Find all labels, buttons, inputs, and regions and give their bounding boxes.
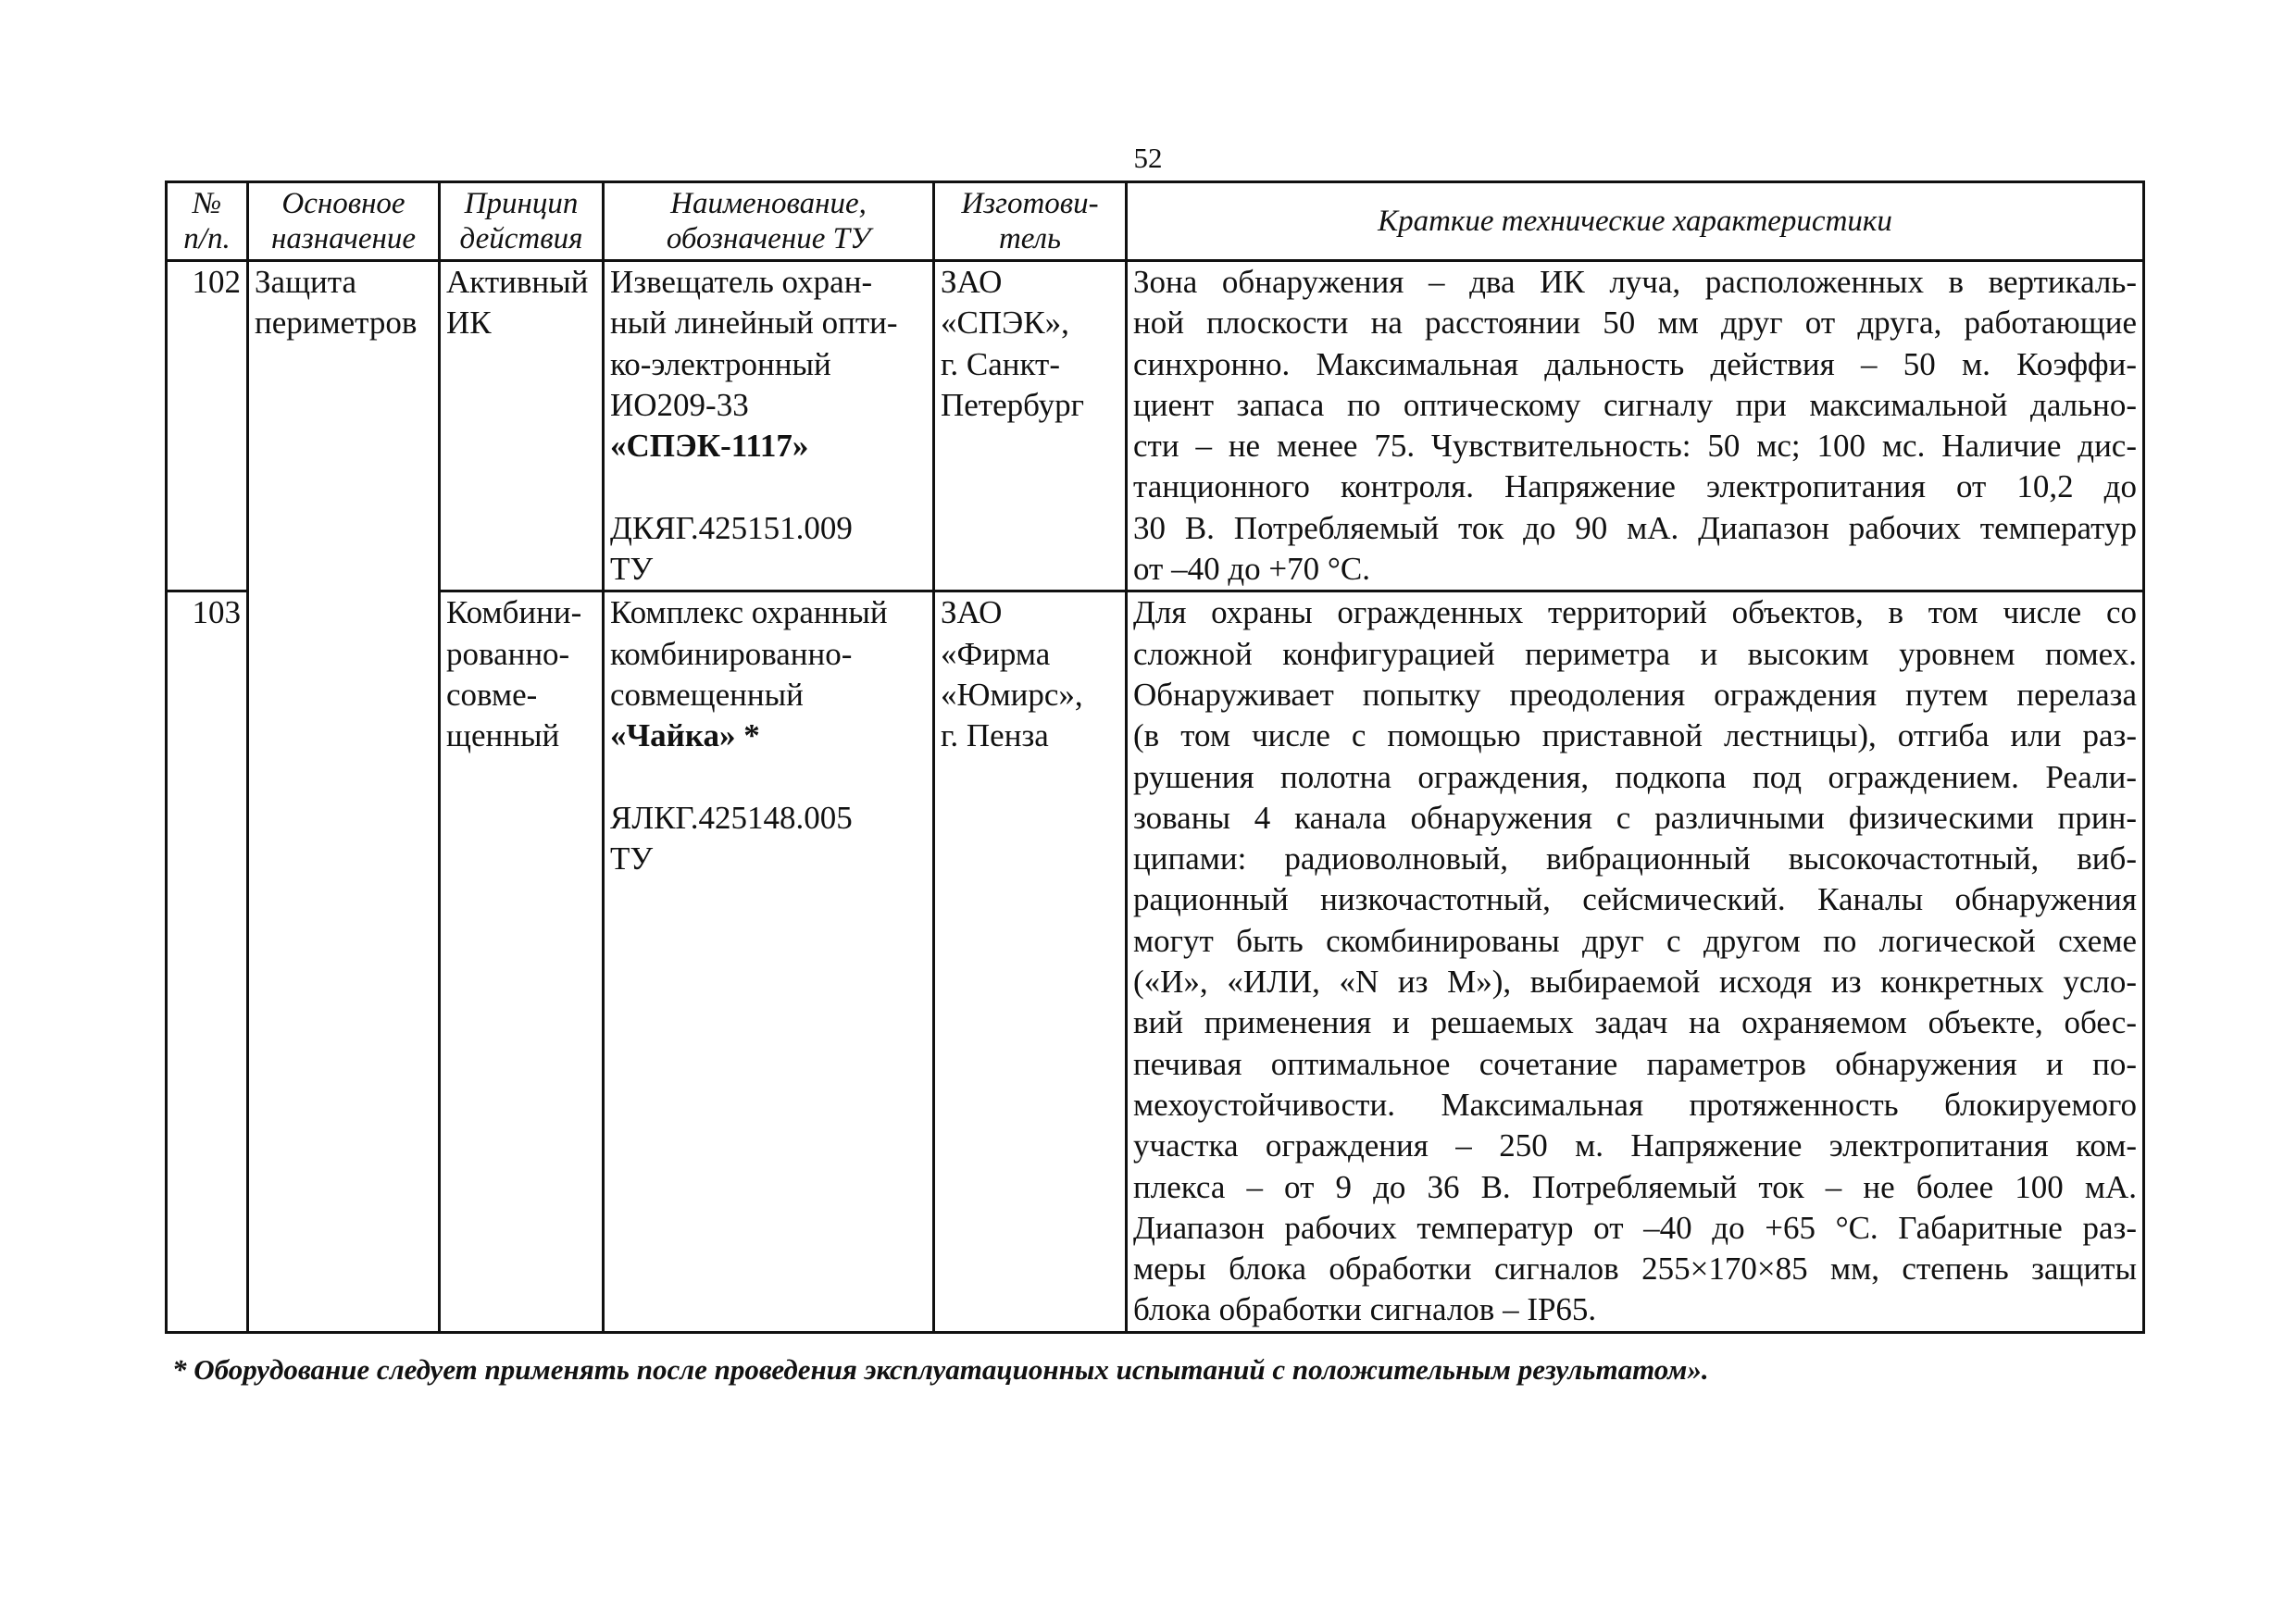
spec-line: синхронно. Максимальная дальность действия – 50 м. Коэффи- [1133, 345, 2137, 382]
header-maker-line: Изготови- [961, 187, 1099, 220]
spec-line: (в том числе с помощью приставной лестницы), отгиба или раз- [1133, 717, 2137, 754]
header-num [167, 182, 248, 261]
spec-line: могут быть скомбинированы друг с другом по логической схеме [1133, 922, 2137, 959]
spec-line: Обнаруживает попытку преодоления ограждения путем перелаза [1133, 676, 2137, 713]
header-name-line: обозначение ТУ [666, 222, 871, 255]
name-line: Извещатель охран- [610, 264, 873, 300]
name-cell [604, 261, 934, 591]
spec-line: Диапазон рабочих температур от –40 до +65 °С. Габаритные раз- [1133, 1209, 2137, 1246]
page-number: 52 [1133, 142, 1163, 174]
header-purpose-line: назначение [270, 222, 417, 255]
name-line: ИО209-33 [610, 386, 749, 423]
product-name: «Чайка» * [610, 717, 760, 754]
name-line: ко-электронный [610, 345, 831, 382]
spec-line: блока обработки сигналов – IP65. [1133, 1291, 1597, 1328]
spec-line: танционного контроля. Напряжение электропитания от 10,2 до [1133, 468, 2137, 505]
maker-line: ЗАО [941, 594, 1003, 631]
tu-line: ТУ [610, 551, 654, 588]
maker-line: г. Санкт- [941, 345, 1061, 382]
spec-line: ной плоскости на расстоянии 50 мм друг от друга, работающие [1133, 305, 2137, 342]
maker-line: ЗАО [941, 264, 1003, 300]
tu-line: ЯЛКГ.425148.005 [610, 799, 853, 836]
maker-cell [934, 261, 1127, 591]
maker-line: «СПЭК», [941, 305, 1069, 342]
principle-line: совме- [446, 676, 538, 713]
header-maker-line: тель [998, 222, 1062, 255]
spec-cell [1127, 591, 2144, 1332]
name-line: ный линейный опти- [610, 305, 898, 342]
spec-line: Для охраны огражденных территорий объектов, в том числе со [1133, 594, 2137, 631]
principle-line: Активный [446, 264, 589, 300]
name-cell [604, 591, 934, 1332]
table-header-row [167, 182, 2144, 261]
spec-line: участка ограждения – 250 м. Напряжение электропитания ком- [1133, 1127, 2137, 1164]
principle-line: щенный [446, 717, 560, 754]
tu-line: ТУ [610, 840, 654, 877]
spec-line: от –40 до +70 °С. [1133, 551, 1370, 588]
purpose-line: Защита [255, 264, 357, 300]
spec-line: меры блока обработки сигналов 255×170×85 мм, степень защиты [1133, 1251, 2137, 1288]
spec-line: вий применения и решаемых задач на охраняемом объекте, обес- [1133, 1004, 2137, 1041]
spacer [610, 757, 927, 798]
header-maker [934, 182, 1127, 261]
maker-line: «Фирма [941, 635, 1051, 672]
spec-line: сложной конфигурацией периметра и высоким уровнем помех. [1133, 635, 2137, 672]
principle-cell [440, 261, 604, 591]
purpose-line: периметров [255, 305, 418, 342]
principle-line: рованно- [446, 635, 570, 672]
header-name-line: Наименование, [670, 187, 867, 220]
header-purpose [248, 182, 440, 261]
footnote: * Оборудование следует применять после проведения эксплуатационных испытаний с положительным результатом». [172, 1353, 1709, 1386]
header-purpose-line: Основное [281, 187, 406, 220]
spec-line: мехоустойчивости. Максимальная протяженность блокируемого [1133, 1086, 2137, 1123]
row-number: 103 [167, 591, 248, 1332]
spec-line: сти – не менее 75. Чувствительность: 50 мс; 100 мс. Наличие дис- [1133, 428, 2137, 465]
spacer [610, 467, 927, 507]
spec-line: рушения полотна ограждения, подкопа под ограждением. Реали- [1133, 758, 2137, 795]
spec-line: («И», «ИЛИ, «N из М»), выбираемой исходя из конкретных усло- [1133, 964, 2137, 1001]
header-num-line: п/п. [183, 222, 231, 255]
header-principle [440, 182, 604, 261]
spec-cell [1127, 261, 2144, 591]
spec-line: ципами: радиоволновый, вибрационный высокочастотный, виб- [1133, 840, 2137, 877]
name-line: комбинированно- [610, 635, 853, 672]
header-num-line: № [192, 187, 222, 220]
tu-line: ДКЯГ.425151.009 [610, 509, 853, 546]
principle-line: ИК [446, 305, 492, 342]
equipment-table [165, 180, 2145, 1334]
table-row [167, 261, 2144, 591]
name-line: Комплекс охранный [610, 594, 888, 631]
spec-line: 30 В. Потребляемый ток до 90 мА. Диапазон рабочих температур [1133, 509, 2137, 546]
principle-line: Комбини- [446, 594, 582, 631]
spec-line: зованы 4 канала обнаружения с различными физическими прин- [1133, 799, 2137, 836]
spec-line: рационный низкочастотный, сейсмический. Каналы обнаружения [1133, 881, 2137, 918]
table-row [167, 591, 2144, 1332]
name-line: совмещенный [610, 676, 804, 713]
header-spec: Краткие технические характеристики [1127, 182, 2144, 261]
maker-line: «Юмирс», [941, 676, 1083, 713]
spec-line: циент запаса по оптическому сигналу при максимальной дально- [1133, 386, 2137, 423]
spec-line: Зона обнаружения – два ИК луча, расположенных в вертикаль- [1133, 264, 2137, 300]
maker-cell [934, 591, 1127, 1332]
spec-line: печивая оптимальное сочетание параметров обнаружения и по- [1133, 1045, 2137, 1082]
product-name: «СПЭК-1117» [610, 428, 809, 465]
spec-line: плекса – от 9 до 36 В. Потребляемый ток – не более 100 мА. [1133, 1168, 2137, 1205]
maker-line: Петербург [941, 386, 1084, 423]
header-principle-line: Принцип [464, 187, 579, 220]
purpose-cell [248, 261, 440, 1333]
principle-cell [440, 591, 604, 1332]
header-principle-line: действия [459, 222, 583, 255]
header-name [604, 182, 934, 261]
maker-line: г. Пенза [941, 717, 1049, 754]
row-number: 102 [167, 261, 248, 591]
